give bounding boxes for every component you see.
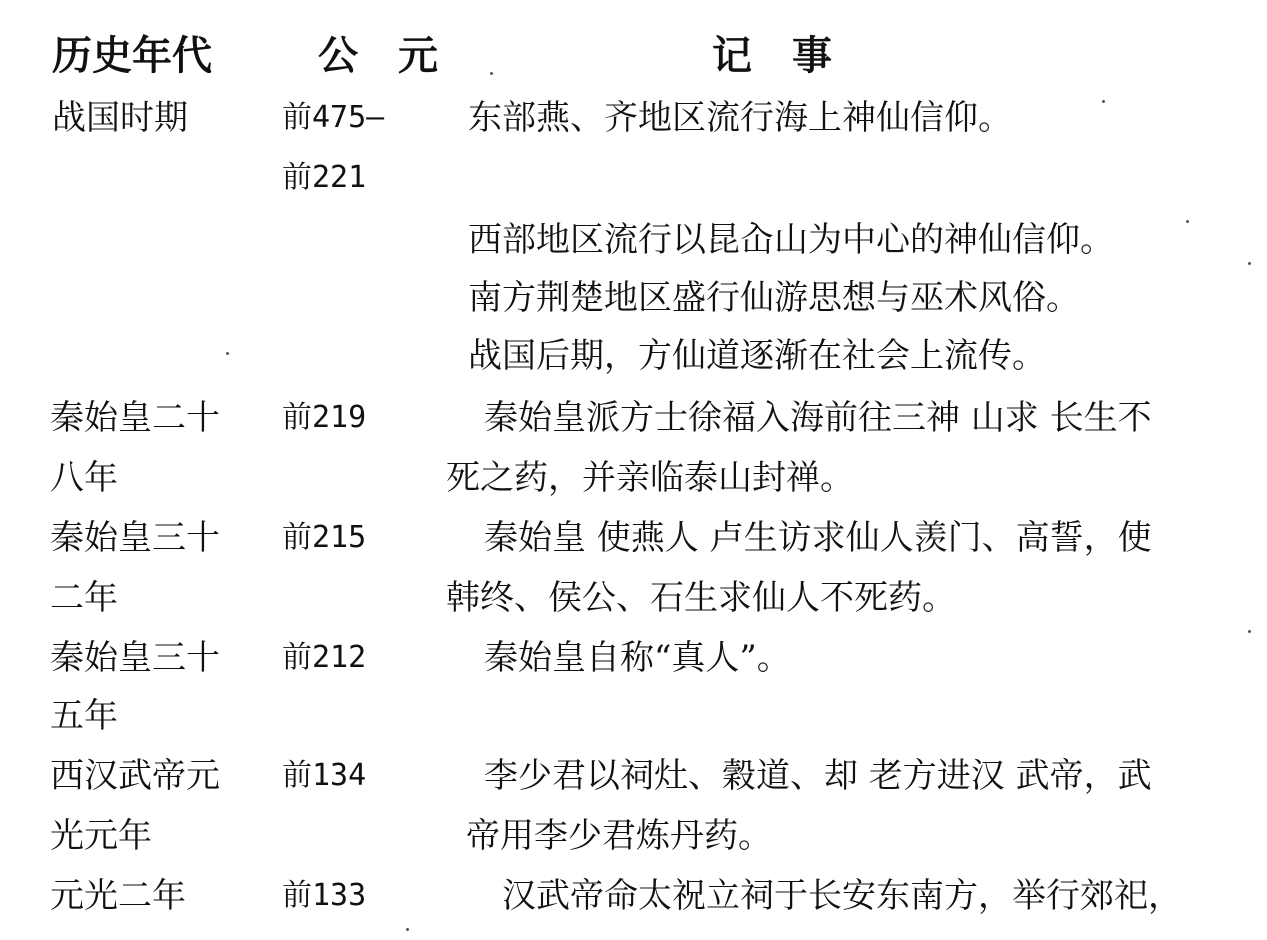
era-cell: 元光二年 xyxy=(50,876,186,916)
year-cell: 前215 xyxy=(282,520,367,555)
year-cell: 前475— xyxy=(282,100,385,135)
year-cell: 前212 xyxy=(282,640,367,675)
event-cell: 战国后期，方仙道逐渐在社会上流传。 xyxy=(468,336,1046,376)
event-cell: 东部燕、齐地区流行海上神仙信仰。 xyxy=(468,98,1012,138)
event-cell: 秦始皇自称“真人”。 xyxy=(484,638,791,678)
event-cell: 李少君以祠灶、穀道、却 老方进汉 武帝，武 xyxy=(484,756,1152,796)
scan-speck xyxy=(1248,262,1251,265)
scan-speck xyxy=(226,352,229,355)
event-cell: 西部地区流行以昆屳山为中心的神仙信仰。 xyxy=(468,220,1114,260)
era-cell: 战国时期 xyxy=(52,98,188,138)
column-header-year: 公 元 xyxy=(318,33,438,79)
scan-speck xyxy=(406,928,409,931)
scan-speck xyxy=(1248,630,1251,633)
era-cell: 二年 xyxy=(50,578,118,618)
era-cell: 秦始皇二十 xyxy=(50,398,220,438)
event-cell: 帝用李少君炼丹药。 xyxy=(466,816,772,856)
era-cell: 西汉武帝元 xyxy=(50,756,220,796)
event-cell: 韩终、侯公、石生求仙人不死药。 xyxy=(446,578,956,618)
year-cell: 前221 xyxy=(282,160,367,195)
scan-speck xyxy=(1186,220,1189,223)
era-cell: 五年 xyxy=(50,696,118,736)
era-cell: 八年 xyxy=(50,458,118,498)
column-header-era: 历史年代 xyxy=(52,33,212,79)
scan-speck xyxy=(490,72,493,75)
scan-speck xyxy=(1102,100,1105,103)
era-cell: 秦始皇三十 xyxy=(50,638,220,678)
era-cell: 秦始皇三十 xyxy=(50,518,220,558)
column-header-event: 记 事 xyxy=(712,33,832,79)
year-cell: 前133 xyxy=(282,878,367,913)
event-cell: 死之药，并亲临泰山封禅。 xyxy=(446,458,854,498)
event-cell: 南方荆楚地区盛行仙游思想与巫术风俗。 xyxy=(468,278,1080,318)
event-cell: 秦始皇 使燕人 卢生访求仙人羡门、高誓，使 xyxy=(484,518,1152,558)
era-cell: 光元年 xyxy=(50,816,152,856)
event-cell: 汉武帝命太祝立祠于长安东南方，举行郊祀， xyxy=(502,876,1182,916)
year-cell: 前219 xyxy=(282,400,367,435)
year-cell: 前134 xyxy=(282,758,367,793)
event-cell: 秦始皇派方士徐福入海前往三神 山求 长生不 xyxy=(484,398,1152,438)
